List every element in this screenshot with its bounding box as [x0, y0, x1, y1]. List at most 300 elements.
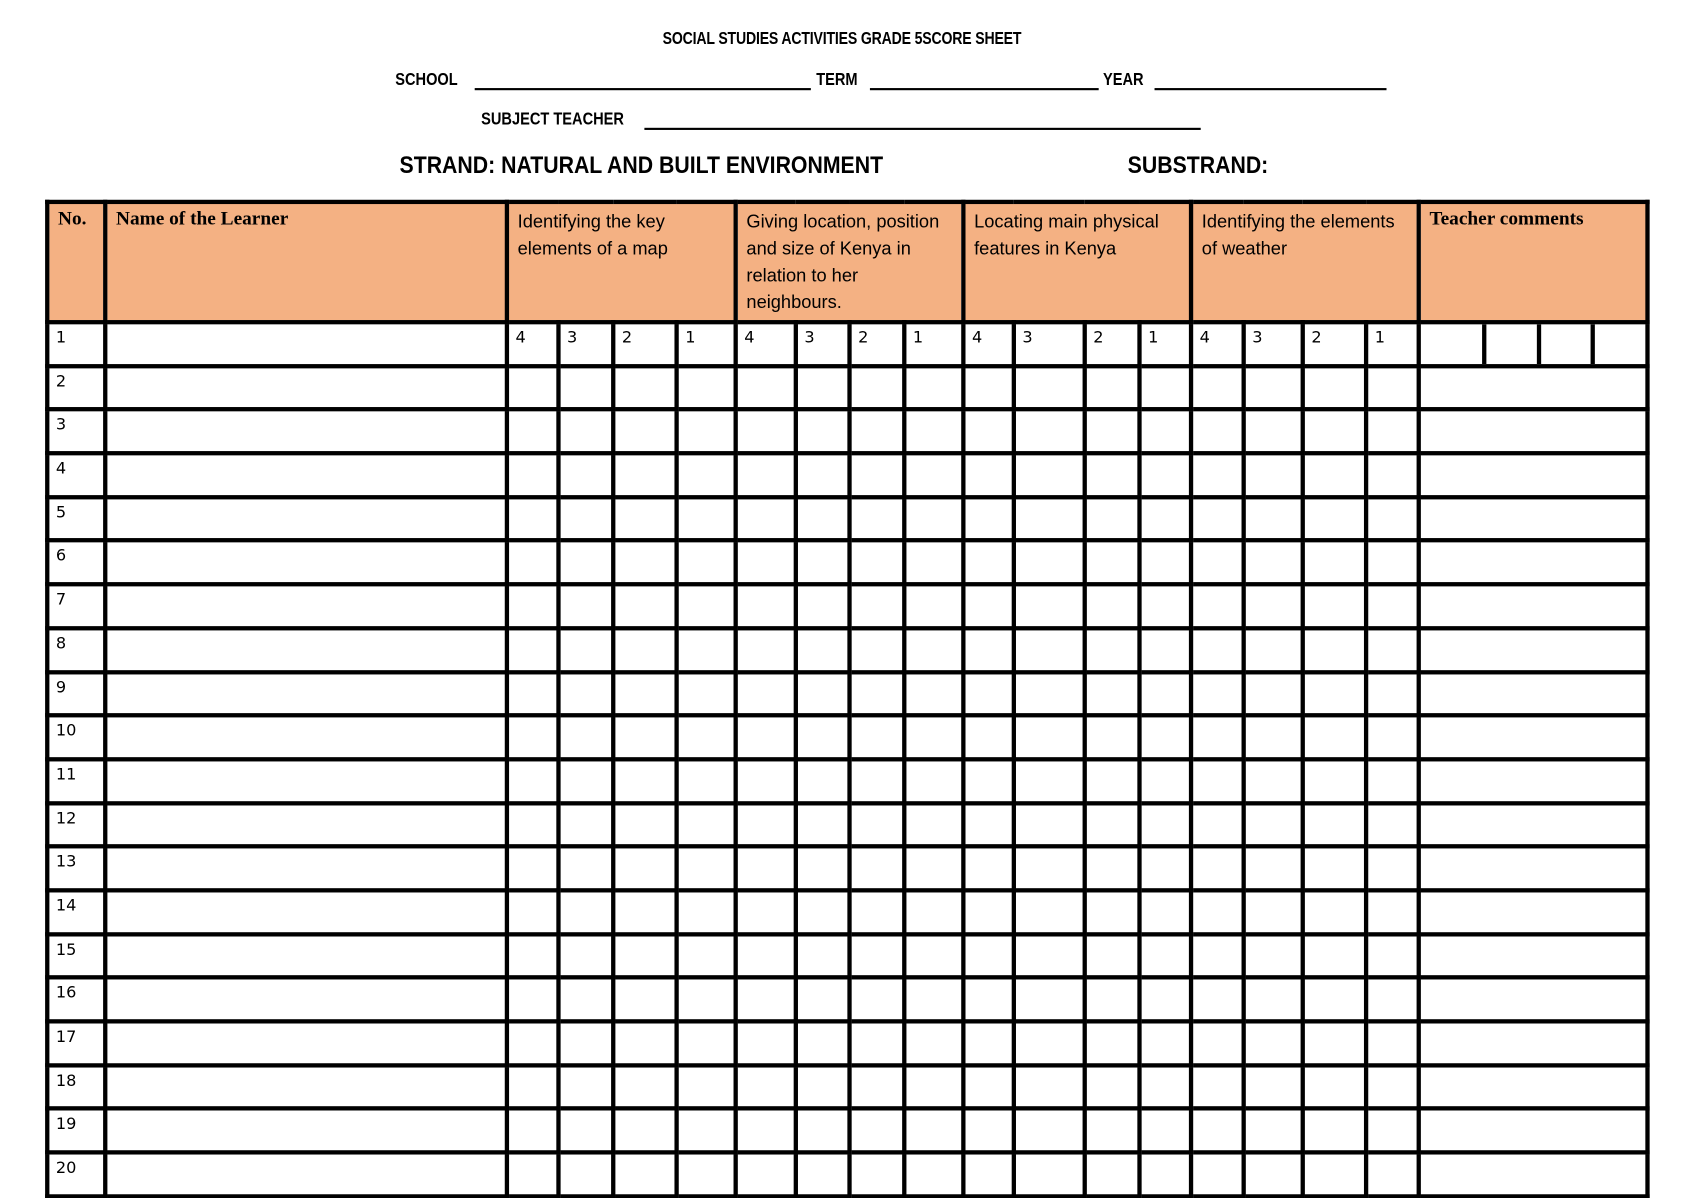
score-cell[interactable]	[1191, 1109, 1244, 1153]
score-cell[interactable]	[507, 541, 559, 585]
score-cell[interactable]	[1085, 628, 1140, 672]
score-cell[interactable]	[1139, 759, 1191, 803]
score-cell[interactable]	[677, 366, 736, 410]
score-cell[interactable]	[1366, 366, 1419, 410]
score-cell[interactable]	[1303, 366, 1366, 410]
score-cell[interactable]	[1244, 978, 1303, 1022]
score-cell[interactable]	[1014, 410, 1085, 454]
learner-name-cell[interactable]	[105, 322, 507, 366]
score-cell[interactable]	[1191, 497, 1244, 541]
score-cell[interactable]	[736, 1109, 796, 1153]
score-cell[interactable]	[1191, 1065, 1244, 1109]
score-cell[interactable]	[558, 366, 613, 410]
score-cell[interactable]	[1303, 803, 1366, 847]
score-level-cell[interactable]: 3	[558, 322, 613, 366]
score-cell[interactable]	[1085, 497, 1140, 541]
score-cell[interactable]	[850, 759, 905, 803]
teacher-comment-cell[interactable]	[1419, 934, 1648, 978]
score-cell[interactable]	[736, 978, 796, 1022]
score-level-cell[interactable]: 4	[1191, 322, 1244, 366]
score-cell[interactable]	[850, 715, 905, 759]
score-cell[interactable]	[1139, 584, 1191, 628]
score-cell[interactable]	[507, 453, 559, 497]
score-cell[interactable]	[736, 847, 796, 891]
score-cell[interactable]	[904, 453, 963, 497]
score-cell[interactable]	[507, 410, 559, 454]
teacher-comment-cell[interactable]	[1419, 366, 1648, 410]
score-cell[interactable]	[677, 410, 736, 454]
learner-name-cell[interactable]	[105, 453, 507, 497]
score-cell[interactable]	[850, 1021, 905, 1065]
score-cell[interactable]	[1191, 628, 1244, 672]
score-cell[interactable]	[1366, 1152, 1419, 1196]
teacher-comment-cell[interactable]	[1419, 541, 1648, 585]
learner-name-cell[interactable]	[105, 978, 507, 1022]
teacher-comment-cell[interactable]	[1419, 978, 1648, 1022]
score-cell[interactable]	[1244, 497, 1303, 541]
score-cell[interactable]	[558, 759, 613, 803]
teacher-comment-cell[interactable]	[1419, 410, 1648, 454]
score-cell[interactable]	[1244, 1109, 1303, 1153]
score-cell[interactable]	[1244, 672, 1303, 716]
score-level-cell[interactable]: 1	[1139, 322, 1191, 366]
score-cell[interactable]	[1303, 715, 1366, 759]
score-cell[interactable]	[1014, 803, 1085, 847]
score-cell[interactable]	[904, 1152, 963, 1196]
score-cell[interactable]	[1303, 847, 1366, 891]
score-cell[interactable]	[1303, 759, 1366, 803]
score-cell[interactable]	[736, 1152, 796, 1196]
score-cell[interactable]	[904, 672, 963, 716]
score-cell[interactable]	[1085, 541, 1140, 585]
score-cell[interactable]	[1191, 366, 1244, 410]
score-cell[interactable]	[558, 410, 613, 454]
score-cell[interactable]	[1303, 1021, 1366, 1065]
score-cell[interactable]	[1366, 759, 1419, 803]
learner-name-cell[interactable]	[105, 1065, 507, 1109]
score-cell[interactable]	[1014, 890, 1085, 934]
score-cell[interactable]	[850, 628, 905, 672]
score-cell[interactable]	[507, 847, 559, 891]
score-cell[interactable]	[963, 541, 1013, 585]
score-cell[interactable]	[796, 497, 850, 541]
score-cell[interactable]	[1244, 453, 1303, 497]
score-cell[interactable]	[558, 1152, 613, 1196]
score-cell[interactable]	[613, 1021, 676, 1065]
score-cell[interactable]	[613, 497, 676, 541]
score-level-cell[interactable]: 4	[736, 322, 796, 366]
score-cell[interactable]	[613, 366, 676, 410]
score-cell[interactable]	[736, 366, 796, 410]
score-cell[interactable]	[796, 847, 850, 891]
score-cell[interactable]	[677, 1152, 736, 1196]
score-cell[interactable]	[1366, 541, 1419, 585]
score-cell[interactable]	[1014, 453, 1085, 497]
score-cell[interactable]	[736, 890, 796, 934]
teacher-comment-cell[interactable]	[1419, 759, 1648, 803]
score-cell[interactable]	[904, 410, 963, 454]
learner-name-cell[interactable]	[105, 934, 507, 978]
score-cell[interactable]	[507, 628, 559, 672]
score-cell[interactable]	[1139, 1152, 1191, 1196]
score-cell[interactable]	[558, 978, 613, 1022]
teacher-comment-cell[interactable]	[1419, 672, 1648, 716]
teacher-comment-cell[interactable]	[1419, 1109, 1648, 1153]
learner-name-cell[interactable]	[105, 803, 507, 847]
score-cell[interactable]	[796, 715, 850, 759]
score-cell[interactable]	[1366, 890, 1419, 934]
score-cell[interactable]	[736, 410, 796, 454]
score-level-cell[interactable]: 2	[1085, 322, 1140, 366]
score-cell[interactable]	[1303, 1109, 1366, 1153]
score-cell[interactable]	[613, 978, 676, 1022]
teacher-comment-cell[interactable]	[1419, 847, 1648, 891]
score-cell[interactable]	[796, 978, 850, 1022]
score-cell[interactable]	[796, 541, 850, 585]
score-cell[interactable]	[963, 803, 1013, 847]
term-field[interactable]	[870, 88, 1099, 90]
score-cell[interactable]	[736, 453, 796, 497]
score-cell[interactable]	[1085, 410, 1140, 454]
score-cell[interactable]	[1014, 934, 1085, 978]
score-cell[interactable]	[507, 759, 559, 803]
score-cell[interactable]	[1139, 978, 1191, 1022]
score-cell[interactable]	[558, 803, 613, 847]
score-cell[interactable]	[1191, 715, 1244, 759]
score-cell[interactable]	[850, 934, 905, 978]
score-cell[interactable]	[1139, 803, 1191, 847]
score-cell[interactable]	[1191, 1021, 1244, 1065]
score-cell[interactable]	[736, 672, 796, 716]
score-cell[interactable]	[1303, 584, 1366, 628]
score-cell[interactable]	[1191, 934, 1244, 978]
score-cell[interactable]	[613, 410, 676, 454]
score-cell[interactable]	[1191, 672, 1244, 716]
score-cell[interactable]	[613, 1109, 676, 1153]
score-cell[interactable]	[558, 453, 613, 497]
score-cell[interactable]	[613, 759, 676, 803]
score-cell[interactable]	[1085, 1021, 1140, 1065]
learner-name-cell[interactable]	[105, 715, 507, 759]
score-cell[interactable]	[1303, 628, 1366, 672]
score-cell[interactable]	[1139, 366, 1191, 410]
subject-teacher-field[interactable]	[644, 128, 1200, 130]
score-cell[interactable]	[507, 1109, 559, 1153]
score-cell[interactable]	[1014, 759, 1085, 803]
score-cell[interactable]	[1303, 978, 1366, 1022]
score-cell[interactable]	[850, 978, 905, 1022]
score-cell[interactable]	[507, 934, 559, 978]
score-cell[interactable]	[1139, 1109, 1191, 1153]
score-cell[interactable]	[1085, 1109, 1140, 1153]
score-cell[interactable]	[558, 628, 613, 672]
score-cell[interactable]	[613, 803, 676, 847]
score-cell[interactable]	[677, 847, 736, 891]
score-cell[interactable]	[850, 584, 905, 628]
score-level-cell[interactable]: 4	[963, 322, 1013, 366]
score-cell[interactable]	[613, 672, 676, 716]
score-cell[interactable]	[1139, 715, 1191, 759]
score-cell[interactable]	[1303, 934, 1366, 978]
score-level-cell[interactable]: 1	[1366, 322, 1419, 366]
score-level-cell[interactable]: 4	[507, 322, 559, 366]
learner-name-cell[interactable]	[105, 1109, 507, 1153]
score-cell[interactable]	[507, 672, 559, 716]
score-cell[interactable]	[1303, 1152, 1366, 1196]
score-cell[interactable]	[736, 1021, 796, 1065]
year-field[interactable]	[1155, 88, 1387, 90]
score-cell[interactable]	[904, 1065, 963, 1109]
score-cell[interactable]	[963, 978, 1013, 1022]
score-cell[interactable]	[963, 672, 1013, 716]
score-cell[interactable]	[736, 715, 796, 759]
score-cell[interactable]	[850, 366, 905, 410]
score-cell[interactable]	[1366, 847, 1419, 891]
score-cell[interactable]	[1244, 584, 1303, 628]
score-level-cell[interactable]: 2	[850, 322, 905, 366]
score-cell[interactable]	[796, 1065, 850, 1109]
score-cell[interactable]	[796, 803, 850, 847]
score-cell[interactable]	[558, 847, 613, 891]
score-level-cell[interactable]: 2	[613, 322, 676, 366]
score-cell[interactable]	[677, 759, 736, 803]
score-cell[interactable]	[1014, 584, 1085, 628]
score-cell[interactable]	[963, 1152, 1013, 1196]
score-cell[interactable]	[1191, 978, 1244, 1022]
score-cell[interactable]	[1191, 410, 1244, 454]
score-cell[interactable]	[850, 541, 905, 585]
score-cell[interactable]	[1366, 934, 1419, 978]
score-cell[interactable]	[1014, 672, 1085, 716]
score-cell[interactable]	[1139, 541, 1191, 585]
score-cell[interactable]	[796, 410, 850, 454]
score-cell[interactable]	[850, 890, 905, 934]
score-cell[interactable]	[507, 890, 559, 934]
score-cell[interactable]	[1085, 759, 1140, 803]
score-cell[interactable]	[677, 672, 736, 716]
score-cell[interactable]	[1085, 847, 1140, 891]
score-cell[interactable]	[1085, 672, 1140, 716]
score-cell[interactable]	[677, 978, 736, 1022]
score-cell[interactable]	[1014, 366, 1085, 410]
school-field[interactable]	[475, 88, 811, 90]
score-level-cell[interactable]: 2	[1303, 322, 1366, 366]
score-cell[interactable]	[1139, 847, 1191, 891]
score-cell[interactable]	[558, 715, 613, 759]
teacher-comment-cell[interactable]	[1419, 1021, 1648, 1065]
learner-name-cell[interactable]	[105, 584, 507, 628]
score-cell[interactable]	[1303, 497, 1366, 541]
score-cell[interactable]	[677, 628, 736, 672]
score-cell[interactable]	[1139, 672, 1191, 716]
score-cell[interactable]	[850, 1152, 905, 1196]
score-cell[interactable]	[677, 1065, 736, 1109]
score-cell[interactable]	[558, 584, 613, 628]
score-cell[interactable]	[796, 759, 850, 803]
score-cell[interactable]	[1366, 584, 1419, 628]
score-cell[interactable]	[1191, 803, 1244, 847]
score-cell[interactable]	[1085, 1152, 1140, 1196]
score-cell[interactable]	[796, 1152, 850, 1196]
score-cell[interactable]	[507, 497, 559, 541]
score-cell[interactable]	[1085, 978, 1140, 1022]
score-cell[interactable]	[796, 672, 850, 716]
score-cell[interactable]	[613, 847, 676, 891]
score-cell[interactable]	[963, 628, 1013, 672]
score-cell[interactable]	[507, 584, 559, 628]
score-cell[interactable]	[677, 497, 736, 541]
score-cell[interactable]	[1014, 715, 1085, 759]
score-cell[interactable]	[613, 1152, 676, 1196]
teacher-comment-cell[interactable]	[1419, 803, 1648, 847]
score-cell[interactable]	[1303, 1065, 1366, 1109]
score-cell[interactable]	[736, 759, 796, 803]
score-cell[interactable]	[904, 628, 963, 672]
score-cell[interactable]	[613, 584, 676, 628]
score-cell[interactable]	[1191, 890, 1244, 934]
score-cell[interactable]	[613, 890, 676, 934]
score-cell[interactable]	[1139, 934, 1191, 978]
score-cell[interactable]	[613, 934, 676, 978]
score-cell[interactable]	[1366, 672, 1419, 716]
score-cell[interactable]	[796, 628, 850, 672]
score-cell[interactable]	[507, 803, 559, 847]
score-cell[interactable]	[1244, 934, 1303, 978]
score-cell[interactable]	[1366, 1065, 1419, 1109]
score-cell[interactable]	[1139, 410, 1191, 454]
score-cell[interactable]	[1303, 890, 1366, 934]
score-cell[interactable]	[963, 366, 1013, 410]
score-cell[interactable]	[904, 366, 963, 410]
score-cell[interactable]	[1366, 715, 1419, 759]
score-cell[interactable]	[1244, 1021, 1303, 1065]
score-cell[interactable]	[677, 1109, 736, 1153]
score-cell[interactable]	[558, 934, 613, 978]
score-cell[interactable]	[736, 497, 796, 541]
score-cell[interactable]	[1366, 803, 1419, 847]
score-cell[interactable]	[904, 541, 963, 585]
score-cell[interactable]	[1014, 1021, 1085, 1065]
score-cell[interactable]	[677, 1021, 736, 1065]
score-cell[interactable]	[507, 1065, 559, 1109]
score-cell[interactable]	[1139, 1065, 1191, 1109]
score-cell[interactable]	[736, 628, 796, 672]
score-level-cell[interactable]: 1	[904, 322, 963, 366]
score-cell[interactable]	[1085, 366, 1140, 410]
score-cell[interactable]	[1244, 1152, 1303, 1196]
score-cell[interactable]	[1366, 1021, 1419, 1065]
score-cell[interactable]	[1014, 978, 1085, 1022]
score-cell[interactable]	[904, 803, 963, 847]
score-cell[interactable]	[904, 847, 963, 891]
score-cell[interactable]	[1244, 366, 1303, 410]
score-cell[interactable]	[1244, 759, 1303, 803]
score-cell[interactable]	[796, 934, 850, 978]
score-cell[interactable]	[1366, 978, 1419, 1022]
score-cell[interactable]	[507, 1021, 559, 1065]
score-cell[interactable]	[1085, 715, 1140, 759]
score-level-cell[interactable]: 3	[1014, 322, 1085, 366]
teacher-comment-cell[interactable]	[1419, 497, 1648, 541]
score-cell[interactable]	[796, 584, 850, 628]
score-cell[interactable]	[796, 453, 850, 497]
score-level-cell[interactable]: 3	[796, 322, 850, 366]
score-cell[interactable]	[677, 715, 736, 759]
score-cell[interactable]	[963, 410, 1013, 454]
score-cell[interactable]	[1366, 453, 1419, 497]
score-cell[interactable]	[850, 410, 905, 454]
score-cell[interactable]	[558, 890, 613, 934]
score-cell[interactable]	[558, 497, 613, 541]
score-cell[interactable]	[558, 1065, 613, 1109]
score-cell[interactable]	[1244, 410, 1303, 454]
learner-name-cell[interactable]	[105, 497, 507, 541]
score-cell[interactable]	[1191, 847, 1244, 891]
score-cell[interactable]	[613, 453, 676, 497]
score-cell[interactable]	[850, 453, 905, 497]
score-cell[interactable]	[904, 715, 963, 759]
score-cell[interactable]	[1085, 453, 1140, 497]
score-cell[interactable]	[1139, 453, 1191, 497]
score-cell[interactable]	[1303, 541, 1366, 585]
score-cell[interactable]	[904, 584, 963, 628]
score-cell[interactable]	[1366, 410, 1419, 454]
score-cell[interactable]	[1085, 584, 1140, 628]
score-cell[interactable]	[963, 453, 1013, 497]
score-cell[interactable]	[1191, 584, 1244, 628]
score-cell[interactable]	[736, 584, 796, 628]
score-cell[interactable]	[677, 584, 736, 628]
learner-name-cell[interactable]	[105, 890, 507, 934]
score-cell[interactable]	[904, 497, 963, 541]
score-cell[interactable]	[904, 934, 963, 978]
score-cell[interactable]	[963, 890, 1013, 934]
score-cell[interactable]	[1014, 1109, 1085, 1153]
score-cell[interactable]	[507, 1152, 559, 1196]
score-cell[interactable]	[677, 890, 736, 934]
score-cell[interactable]	[796, 1021, 850, 1065]
score-cell[interactable]	[507, 715, 559, 759]
score-cell[interactable]	[904, 978, 963, 1022]
score-cell[interactable]	[850, 497, 905, 541]
score-cell[interactable]	[963, 497, 1013, 541]
learner-name-cell[interactable]	[105, 366, 507, 410]
score-cell[interactable]	[796, 366, 850, 410]
learner-name-cell[interactable]	[105, 672, 507, 716]
score-cell[interactable]	[613, 1065, 676, 1109]
score-cell[interactable]	[1085, 890, 1140, 934]
teacher-comment-cell[interactable]	[1419, 322, 1648, 366]
score-cell[interactable]	[1139, 1021, 1191, 1065]
score-cell[interactable]	[1244, 1065, 1303, 1109]
score-cell[interactable]	[677, 803, 736, 847]
score-cell[interactable]	[904, 890, 963, 934]
score-cell[interactable]	[736, 1065, 796, 1109]
score-cell[interactable]	[613, 715, 676, 759]
score-cell[interactable]	[904, 1021, 963, 1065]
score-cell[interactable]	[1244, 803, 1303, 847]
score-cell[interactable]	[796, 890, 850, 934]
score-cell[interactable]	[1014, 1152, 1085, 1196]
score-cell[interactable]	[963, 1109, 1013, 1153]
score-cell[interactable]	[677, 541, 736, 585]
teacher-comment-cell[interactable]	[1419, 1152, 1648, 1196]
score-cell[interactable]	[1303, 410, 1366, 454]
score-cell[interactable]	[1244, 628, 1303, 672]
score-cell[interactable]	[850, 847, 905, 891]
learner-name-cell[interactable]	[105, 1021, 507, 1065]
score-cell[interactable]	[1191, 1152, 1244, 1196]
